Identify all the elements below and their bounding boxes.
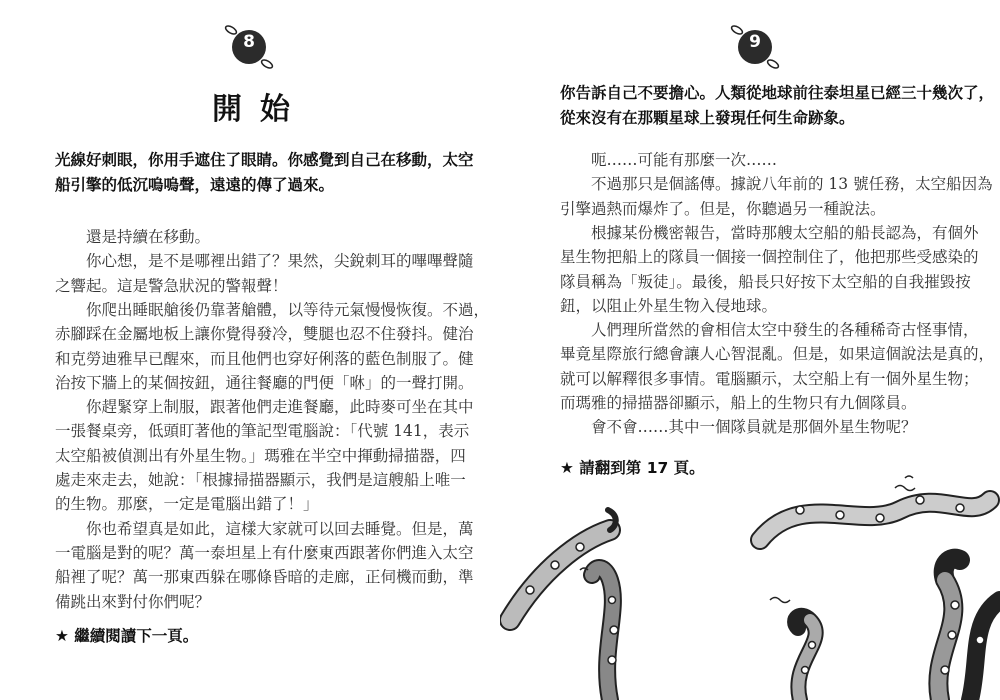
text-line: 的生物。那麼，一定是電腦出錯了！」: [55, 495, 319, 514]
text-line: 赤腳踩在金屬地板上讓你覺得發冷，雙腿也忍不住發抖。健治: [55, 325, 474, 344]
footer-instruction: ★ 請翻到第 17 頁。: [560, 459, 705, 477]
text-line: 備跳出來對付你們呢？: [55, 592, 211, 611]
page-number: 9: [749, 32, 761, 52]
text-line: 之響起。這是警急狀況的警報聲！: [55, 276, 288, 295]
text-line: 根據某份機密報告，當時那艘太空船的船長認為，有個外: [591, 223, 979, 242]
text-line: 你也希望真是如此，這樣大家就可以回去睡覺。但是，萬: [86, 519, 474, 538]
text-line: 而瑪雅的掃描器卻顯示，船上的生物只有九個隊員。: [560, 394, 917, 412]
text-line: 你告訴自己不要擔心。人類從地球前往泰坦星已經三十幾次了，: [560, 84, 995, 102]
text-line: 星生物把船上的隊員一個接一個控制住了，他把那些受感染的: [560, 248, 979, 267]
page-number-badge: [728, 20, 782, 74]
text-line: 還是持續在移動。: [86, 228, 211, 246]
text-line: 你心想，是不是哪裡出錯了？果然，尖銳刺耳的嗶嗶聲隨: [86, 252, 474, 271]
footer-instruction: ★ 繼續閱讀下一頁。: [55, 627, 199, 645]
text-line: 船引擎的低沉嗚嗚聲，遠遠的傳了過來。: [55, 176, 335, 194]
tentacles-illustration: [500, 470, 1000, 700]
page-number: 8: [243, 32, 255, 52]
text-line: 光線好刺眼，你用手遮住了眼睛。你感覺到自己在移動，太空: [55, 151, 474, 169]
text-line: 你趕緊穿上制服，跟著他們走進餐廳，此時麥可坐在其中: [86, 398, 474, 417]
chapter-title: 開始: [212, 92, 308, 127]
text-line: 和克勞迪雅早已醒來，而且他們也穿好俐落的藍色制服了。健: [55, 349, 474, 368]
text-line: 不過那只是個謠傳。據說八年前的 13 號任務，太空船因為: [591, 175, 993, 194]
text-line: 船裡了呢？萬一那東西躲在哪條昏暗的走廊，正伺機而動，準: [55, 568, 474, 587]
text-line: 從來沒有在那顆星球上發現任何生命跡象。: [560, 109, 855, 127]
text-line: 處走來走去，她說：「根據掃描器顯示，我們是這艘船上唯一: [55, 471, 466, 489]
text-line: 呃……可能有那麼一次……: [591, 151, 778, 169]
text-line: 就可以解釋很多事情。電腦顯示，太空船上有一個外星生物；: [560, 369, 979, 388]
text-line: 人們理所當然的會相信太空中發生的各種稀奇古怪事情，: [591, 321, 979, 340]
text-line: 隊員稱為「叛徒」。最後，船長只好按下太空船的自我摧毀按: [560, 272, 971, 291]
text-line: 一張餐桌旁，低頭盯著他的筆記型電腦說：「代號 141，表示: [55, 422, 470, 441]
text-line: 引擎過熱而爆炸了。但是，你聽過另一種說法。: [560, 199, 886, 218]
text-line: 一電腦是對的呢？萬一泰坦星上有什麼東西跟著你們進入太空: [55, 543, 474, 562]
page-number-badge: [222, 20, 276, 74]
text-line: 鈕，以阻止外星生物入侵地球。: [560, 296, 778, 315]
text-line: 畢竟星際旅行總會讓人心智混亂。但是，如果這個說法是真的，: [560, 345, 995, 364]
text-line: 治按下牆上的某個按鈕，通往餐廳的門便「咻」的一聲打開。: [55, 373, 474, 392]
text-line: 你爬出睡眠艙後仍靠著艙體，以等待元氣慢慢恢復。不過，: [86, 300, 490, 319]
text-line: 會不會……其中一個隊員就是那個外星生物呢？: [591, 418, 917, 437]
text-line: 太空船被偵測出有外星生物。」瑪雅在半空中揮動掃描器，四: [55, 446, 466, 465]
